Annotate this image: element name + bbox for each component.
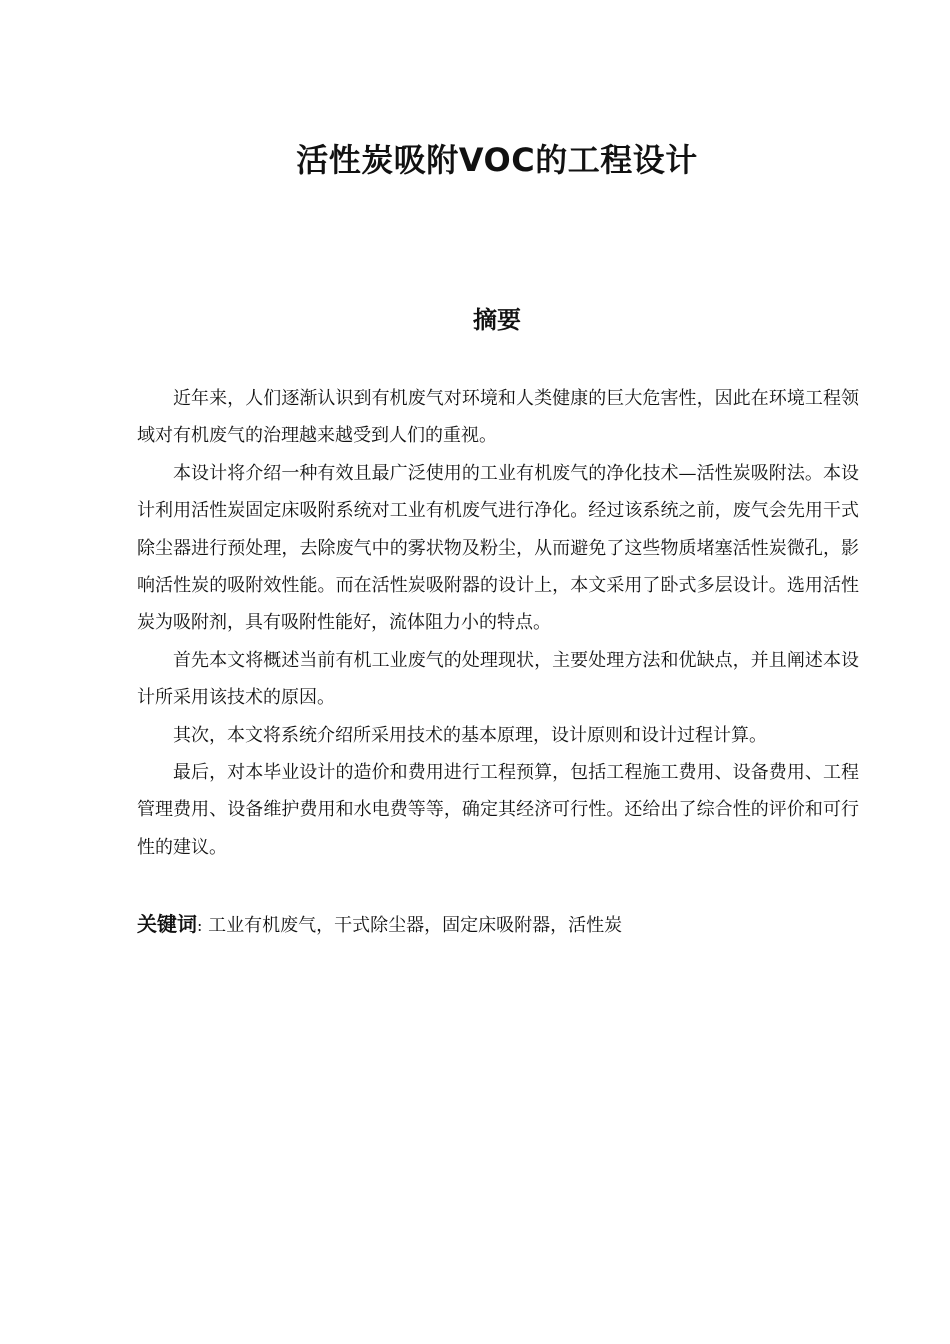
document-title: 活性炭吸附VOC的工程设计	[296, 141, 698, 179]
keywords-separator: :	[197, 916, 203, 935]
keywords-line	[137, 906, 859, 944]
abstract-paragraph: 首先本文将概述当前有机工业废气的处理现状，主要处理方法和优缺点，并且阐述本设计所采用该技术的原因。	[137, 649, 859, 709]
abstract-paragraph: 最后，对本毕业设计的造价和费用进行工程预算，包括工程施工费用、设备费用、工程管理费用、设备维护费用和水电费等等，确定其经济可行性。还给出了综合性的评价和可行性的建议。	[137, 762, 859, 858]
abstract-paragraph: 其次，本文将系统介绍所采用技术的基本原理，设计原则和设计过程计算。	[173, 724, 767, 746]
abstract-body	[137, 380, 859, 866]
keywords-label: 关键词	[137, 912, 197, 936]
abstract-heading: 摘要	[473, 306, 521, 334]
abstract-paragraph: 近年来，人们逐渐认识到有机废气对环境和人类健康的巨大危害性，因此在环境工程领域对有机废气的治理越来越受到人们的重视。	[137, 388, 859, 447]
abstract-paragraph: 本设计将介绍一种有效且最广泛使用的工业有机废气的净化技术—活性炭吸附法。本设计利用活性炭固定床吸附系统对工业有机废气进行净化。经过该系统之前，废气会先用干式除尘器进行预处理，去除废气中的雾状物及粉尘，从而避免了这些物质堵塞活性炭微孔，影响活性炭的吸附效性能。而在活性炭吸附器的设计上，本文采用了卧式多层设计。选用活性炭为吸附剂，具有吸附性能好，流体阻力小的特点。	[137, 462, 859, 634]
keywords-text: 工业有机废气，干式除尘器，固定床吸附器，活性炭	[208, 915, 623, 936]
